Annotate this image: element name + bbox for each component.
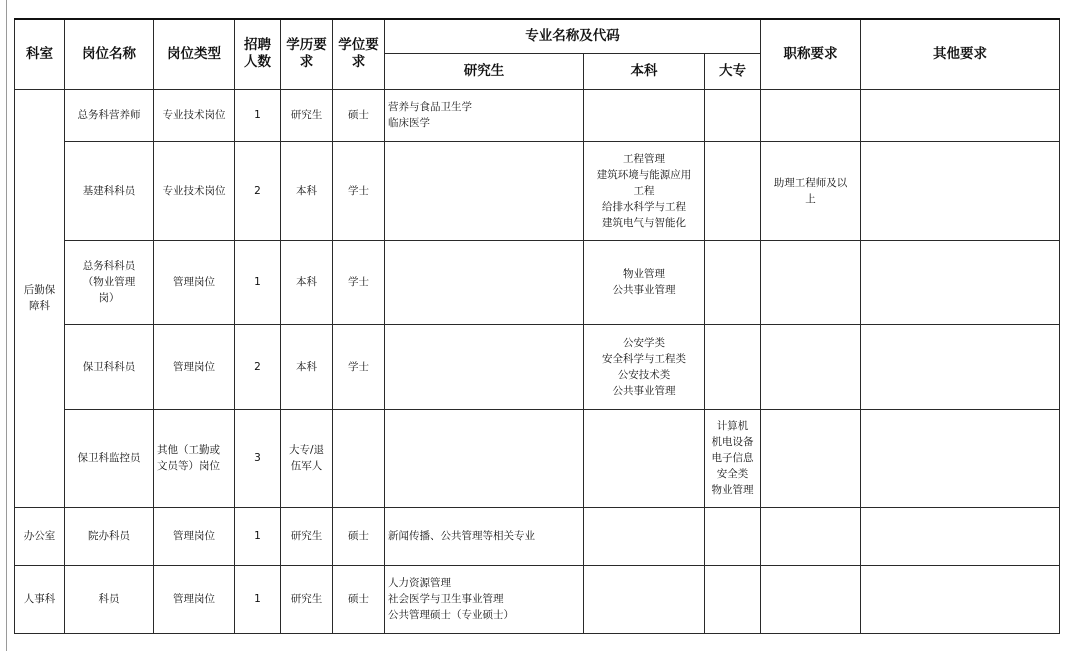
graduate-major-cell: 人力资源管理 社会医学与卫生事业管理 公共管理硕士（专业硕士）	[385, 565, 584, 633]
table-row	[15, 409, 1060, 507]
education-cell: 本科	[281, 141, 333, 240]
title-requirement-cell	[761, 324, 861, 409]
undergraduate-major-cell: 公安学类 安全科学与工程类 公安技术类 公共事业管理	[584, 324, 705, 409]
college-major-cell	[705, 324, 761, 409]
recruit-count-cell: 2	[235, 324, 281, 409]
undergraduate-major-cell	[584, 409, 705, 507]
graduate-major-cell: 新闻传播、公共管理等相关专业	[385, 507, 584, 565]
college-major-cell	[705, 240, 761, 324]
title-requirement-cell	[761, 565, 861, 633]
recruit-count-cell: 1	[235, 89, 281, 141]
header-education: 学历要 求	[281, 19, 333, 89]
education-cell: 研究生	[281, 565, 333, 633]
post-type-cell: 管理岗位	[154, 565, 235, 633]
degree-cell: 学士	[333, 141, 385, 240]
other-requirement-cell	[861, 409, 1060, 507]
graduate-major-cell	[385, 324, 584, 409]
recruit-count-cell: 3	[235, 409, 281, 507]
degree-cell: 学士	[333, 240, 385, 324]
other-requirement-cell	[861, 141, 1060, 240]
recruit-count-cell: 1	[235, 507, 281, 565]
table-row	[15, 324, 1060, 409]
header-row-1	[15, 19, 1060, 53]
graduate-major-cell	[385, 240, 584, 324]
undergraduate-major-cell: 物业管理 公共事业管理	[584, 240, 705, 324]
header-graduate: 研究生	[385, 53, 584, 89]
post-type-cell: 管理岗位	[154, 507, 235, 565]
table-row	[15, 89, 1060, 141]
other-requirement-cell	[861, 324, 1060, 409]
education-cell: 研究生	[281, 507, 333, 565]
graduate-major-cell	[385, 141, 584, 240]
undergraduate-major-cell	[584, 89, 705, 141]
college-major-cell	[705, 507, 761, 565]
header-post-name: 岗位名称	[65, 19, 154, 89]
college-major-cell	[705, 141, 761, 240]
header-degree: 学位要 求	[333, 19, 385, 89]
recruitment-table	[14, 18, 1060, 634]
degree-cell: 硕士	[333, 89, 385, 141]
post-type-cell: 专业技术岗位	[154, 141, 235, 240]
degree-cell: 硕士	[333, 565, 385, 633]
recruit-count-cell: 1	[235, 240, 281, 324]
education-cell: 本科	[281, 324, 333, 409]
post-name-cell: 保卫科监控员	[65, 409, 154, 507]
graduate-major-cell: 营养与食品卫生学 临床医学	[385, 89, 584, 141]
recruit-count-cell: 1	[235, 565, 281, 633]
recruit-count-cell: 2	[235, 141, 281, 240]
title-requirement-cell	[761, 409, 861, 507]
education-cell: 研究生	[281, 89, 333, 141]
title-requirement-cell: 助理工程师及以 上	[761, 141, 861, 240]
table-row	[15, 565, 1060, 633]
post-name-cell: 院办科员	[65, 507, 154, 565]
undergraduate-major-cell	[584, 507, 705, 565]
undergraduate-major-cell: 工程管理 建筑环境与能源应用 工程 给排水科学与工程 建筑电气与智能化	[584, 141, 705, 240]
post-type-cell: 其他（工勤或 文员等）岗位	[154, 409, 235, 507]
undergraduate-major-cell	[584, 565, 705, 633]
other-requirement-cell	[861, 240, 1060, 324]
table-row	[15, 240, 1060, 324]
post-name-cell: 基建科科员	[65, 141, 154, 240]
header-college: 大专	[705, 53, 761, 89]
header-recruit-count: 招聘 人数	[235, 19, 281, 89]
header-other-requirement: 其他要求	[861, 19, 1060, 89]
header-major-group: 专业名称及代码	[385, 19, 761, 53]
title-requirement-cell	[761, 89, 861, 141]
education-cell: 大专/退 伍军人	[281, 409, 333, 507]
degree-cell: 硕士	[333, 507, 385, 565]
table-row	[15, 141, 1060, 240]
college-major-cell	[705, 565, 761, 633]
post-name-cell: 科员	[65, 565, 154, 633]
department-cell: 人事科	[15, 565, 65, 633]
header-department: 科室	[15, 19, 65, 89]
post-type-cell: 管理岗位	[154, 240, 235, 324]
college-major-cell: 计算机 机电设备 电子信息 安全类 物业管理	[705, 409, 761, 507]
header-undergraduate: 本科	[584, 53, 705, 89]
department-cell: 办公室	[15, 507, 65, 565]
post-name-cell: 总务科营养师	[65, 89, 154, 141]
other-requirement-cell	[861, 89, 1060, 141]
post-type-cell: 专业技术岗位	[154, 89, 235, 141]
header-title-requirement: 职称要求	[761, 19, 861, 89]
other-requirement-cell	[861, 565, 1060, 633]
post-name-cell: 总务科科员 （物业管理 岗）	[65, 240, 154, 324]
department-cell: 后勤保 障科	[15, 89, 65, 507]
title-requirement-cell	[761, 507, 861, 565]
table-row	[15, 507, 1060, 565]
degree-cell	[333, 409, 385, 507]
education-cell: 本科	[281, 240, 333, 324]
title-requirement-cell	[761, 240, 861, 324]
other-requirement-cell	[861, 507, 1060, 565]
college-major-cell	[705, 89, 761, 141]
graduate-major-cell	[385, 409, 584, 507]
post-name-cell: 保卫科科员	[65, 324, 154, 409]
degree-cell: 学士	[333, 324, 385, 409]
header-post-type: 岗位类型	[154, 19, 235, 89]
post-type-cell: 管理岗位	[154, 324, 235, 409]
